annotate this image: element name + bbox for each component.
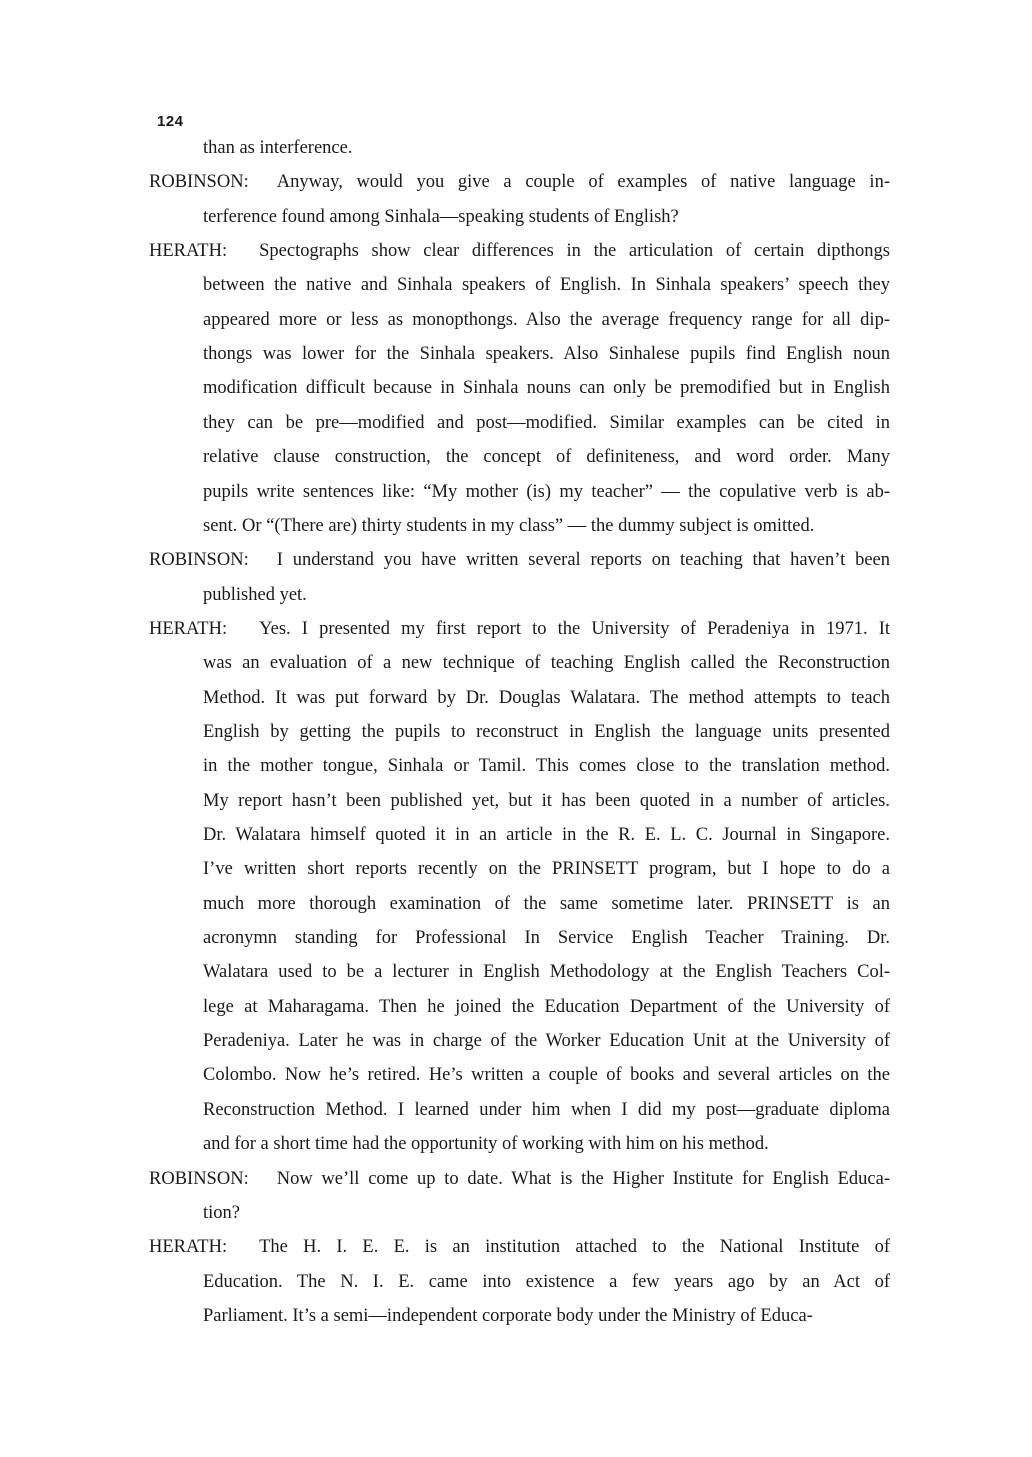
speaker-name: ROBINSON: (149, 1168, 249, 1189)
text-line: they can be pre—modified and post—modified. Similar examples can be cited in (203, 412, 890, 433)
text-line: much more thorough examination of the same sometime later. PRINSETT is an (203, 893, 890, 914)
text-line: I’ve written short reports recently on the PRINSETT program, but I hope to do a (203, 859, 890, 880)
text-line: was an evaluation of a new technique of teaching English called the Reconstruction (203, 653, 890, 674)
speaker-name: HERATH: (149, 241, 228, 262)
dialogue-text: I understand you have written several reports on teaching that haven’t been (276, 550, 890, 571)
text-line: Peradeniya. Later he was in charge of the Worker Education Unit at the University of (203, 1031, 890, 1052)
text-line: relative clause construction, the concept of definiteness, and word order. Many (203, 447, 890, 468)
text-line: appeared more or less as monopthongs. Also the average frequency range for all dip- (203, 309, 890, 330)
text-line: in the mother tongue, Sinhala or Tamil. This comes close to the translation method. (203, 756, 890, 777)
speaker-line (149, 1167, 890, 1191)
speaker-line (149, 1235, 890, 1259)
text-line: terference found among Sinhala—speaking students of English? (203, 206, 679, 227)
text-line: thongs was lower for the Sinhala speakers. Also Sinhalese pupils find English noun (203, 344, 890, 365)
text-line: and for a short time had the opportunity of working with him on his method. (203, 1134, 769, 1155)
text-line: Reconstruction Method. I learned under him when I did my post—graduate diploma (203, 1099, 890, 1120)
speaker-line (149, 548, 890, 572)
text-line: than as interference. (203, 138, 353, 158)
speaker-line (149, 239, 890, 263)
speaker-name: ROBINSON: (149, 550, 249, 571)
text-line: published yet. (203, 584, 307, 605)
dialogue-text: Yes. I presented my first report to the University of Peradeniya in 1971. It (259, 618, 890, 639)
text-line: between the native and Sinhala speakers of English. In Sinhala speakers’ speech they (203, 275, 890, 296)
dialogue-text: Now we’ll come up to date. What is the Higher Institute for English Educa- (276, 1168, 890, 1189)
text-line: Colombo. Now he’s retired. He’s written a couple of books and several articles on the (203, 1065, 890, 1086)
text-line: pupils write sentences like: “My mother (is) my teacher” — the copulative verb is ab- (203, 481, 890, 502)
dialogue-text: The H. I. E. E. is an institution attached to the National Institute of (259, 1237, 890, 1258)
speaker-name: ROBINSON: (149, 172, 249, 193)
speaker-name: HERATH: (149, 618, 228, 639)
text-line: acronymn standing for Professional In Service English Teacher Training. Dr. (203, 928, 890, 949)
text-line: Dr. Walatara himself quoted it in an article in the R. E. L. C. Journal in Singapore. (203, 825, 890, 845)
text-line: Method. It was put forward by Dr. Douglas Walatara. The method attempts to teach (203, 687, 890, 708)
text-line: sent. Or “(There are) thirty students in my class” — the dummy subject is omitted. (203, 515, 815, 536)
text-line: My report hasn’t been published yet, but it has been quoted in a number of articles. (203, 790, 890, 811)
page-number: 124 (157, 113, 184, 130)
speaker-line (149, 170, 890, 194)
text-line: modification difficult because in Sinhala nouns can only be premodified but in English (203, 378, 890, 399)
dialogue-text: Anyway, would you give a couple of examples of native language in- (276, 172, 890, 193)
text-line: Education. The N. I. E. came into existence a few years ago by an Act of (203, 1271, 890, 1292)
text-line: English by getting the pupils to reconstruct in English the language units presented (203, 721, 890, 742)
speaker-line (149, 617, 890, 641)
text-line: Walatara used to be a lecturer in English Methodology at the English Teachers Col- (203, 962, 890, 983)
speaker-name: HERATH: (149, 1237, 228, 1258)
dialogue-text: Spectographs show clear differences in the articulation of certain dipthongs (259, 241, 890, 262)
text-line: tion? (203, 1202, 240, 1223)
text-line: Parliament. It’s a semi—independent corporate body under the Ministry of Educa- (203, 1305, 813, 1326)
text-line: lege at Maharagama. Then he joined the Education Department of the University of (203, 996, 890, 1017)
